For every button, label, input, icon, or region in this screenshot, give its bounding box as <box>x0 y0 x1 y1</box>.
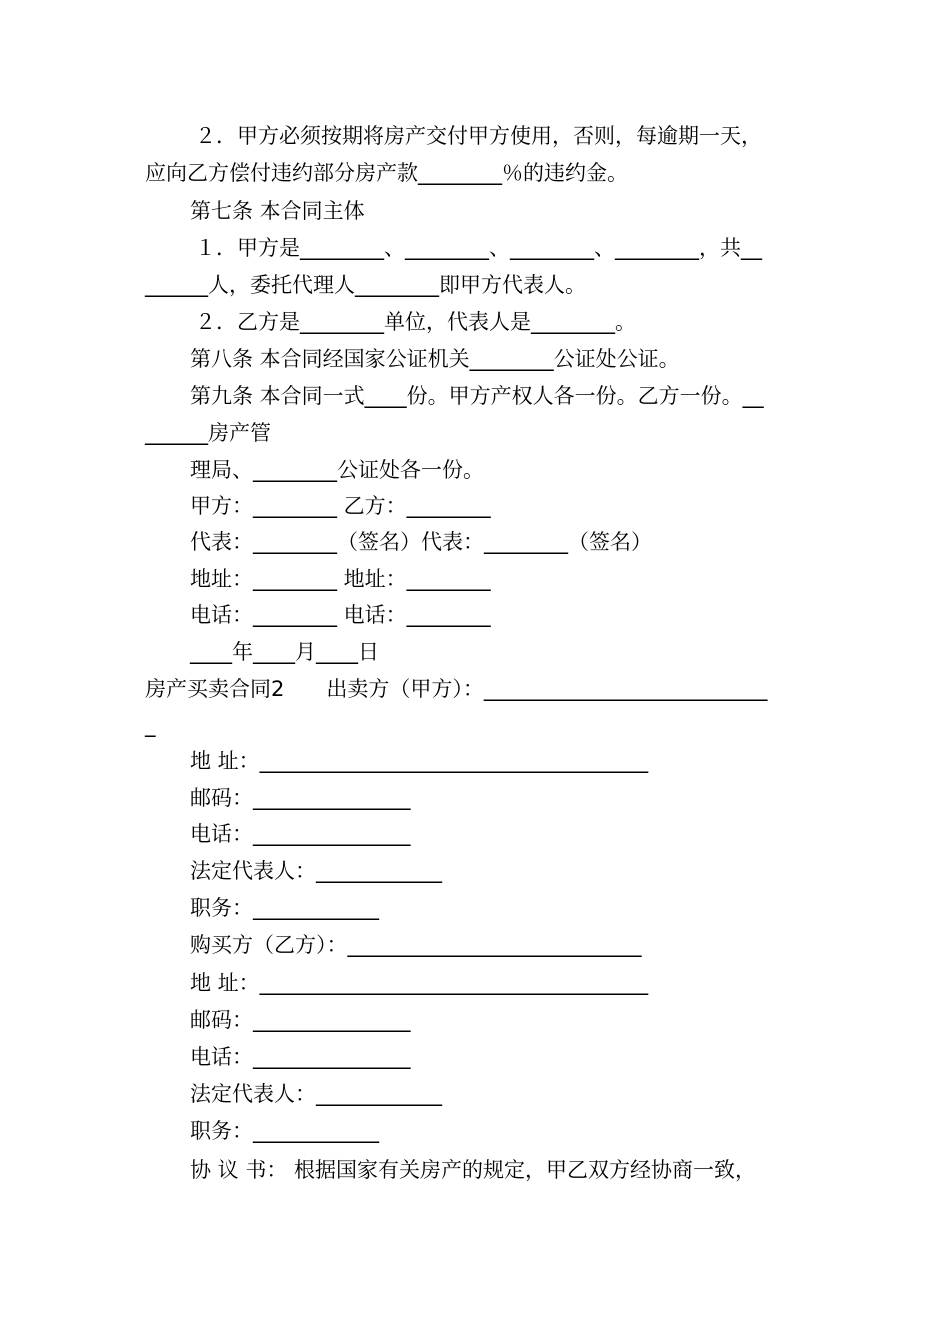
form-field-line: 法定代表人：____________ <box>190 859 442 883</box>
form-field-line: 职务：____________ <box>190 1119 379 1143</box>
text-line: _ <box>145 713 156 737</box>
text-line: ２．乙方是________单位，代表人是________。 <box>195 310 636 334</box>
text-line: １．甲方是________、________、________、________，共__ <box>195 236 762 260</box>
text-line: ２．甲方必须按期将房产交付甲方使用，否则，每逾期一天， <box>195 124 762 148</box>
contract-title-line: 房产买卖合同2 出卖方（甲方）：___________________________ <box>145 677 768 701</box>
form-field-line: 职务：____________ <box>190 896 379 920</box>
form-field-line: 地 址：_____________________________________ <box>190 749 649 773</box>
form-field-line: 电话：_______________ <box>190 822 411 846</box>
date-line: ____年____月____日 <box>190 640 379 664</box>
form-field-line: 地 址：_____________________________________ <box>190 971 649 995</box>
text-line: 协 议 书： 根据国家有关房产的规定，甲乙双方经协商一致， <box>190 1158 757 1182</box>
signature-line: 地址：________ 地址：________ <box>190 567 491 591</box>
text-line: ______人，委托代理人________即甲方代表人。 <box>145 273 586 297</box>
signature-line: 电话：________ 电话：________ <box>190 603 491 627</box>
signature-line: 甲方：________ 乙方：________ <box>190 494 491 518</box>
form-field-line: 购买方（乙方）：____________________________ <box>190 933 642 957</box>
form-field-line: 法定代表人：____________ <box>190 1082 442 1106</box>
form-field-line: 邮码：_______________ <box>190 786 411 810</box>
form-field-line: 邮码：_______________ <box>190 1008 411 1032</box>
text-line: 理局、________公证处各一份。 <box>190 458 484 482</box>
signature-line: 代表：________（签名）代表：________（签名） <box>190 530 652 554</box>
section-heading: 第七条 本合同主体 <box>190 199 365 223</box>
section-heading: 第八条 本合同经国家公证机关________公证处公证。 <box>190 347 680 371</box>
text-line: 应向乙方偿付违约部分房产款________％的违约金。 <box>145 161 628 185</box>
form-field-line: 电话：_______________ <box>190 1045 411 1069</box>
section-heading: 第九条 本合同一式____份。甲方产权人各一份。乙方一份。__ <box>190 384 764 408</box>
text-line: ______房产管 <box>145 421 271 445</box>
